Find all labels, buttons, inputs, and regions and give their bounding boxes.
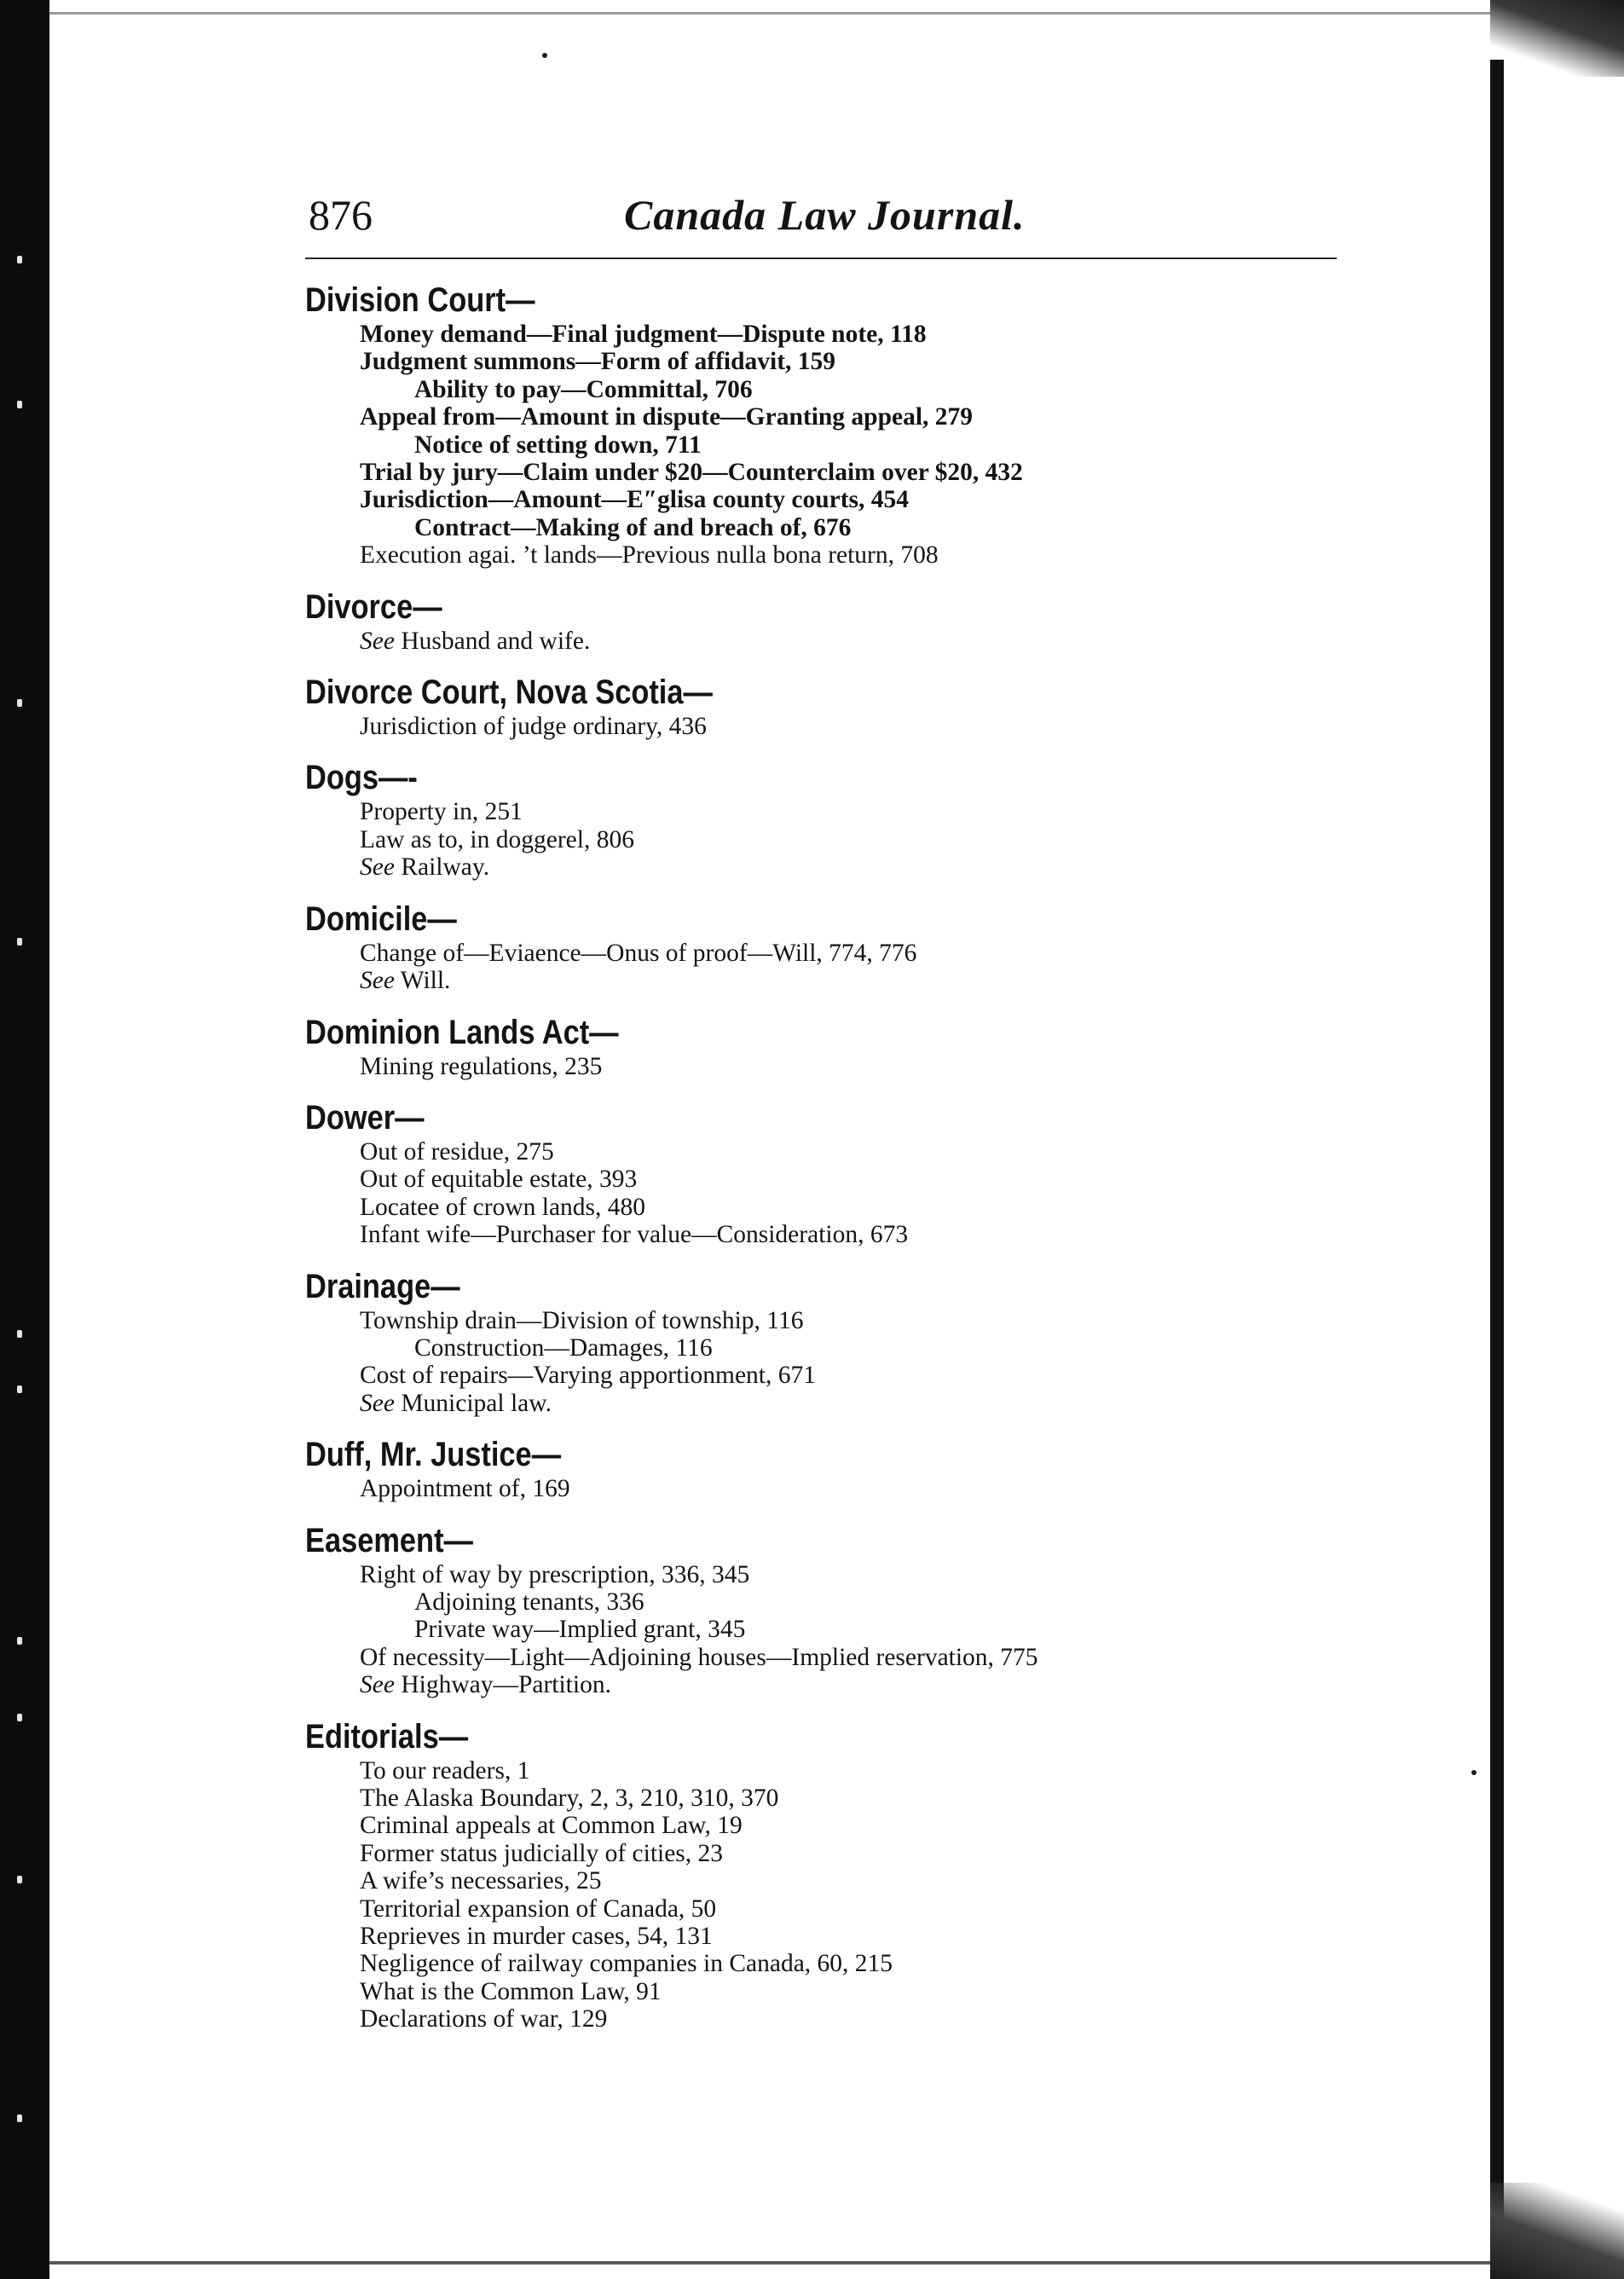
entry-text: Municipal law. <box>401 1389 552 1417</box>
index-entry <box>305 1978 1345 2005</box>
journal-title: Canada Law Journal. <box>624 191 1026 239</box>
entry-text: What is the Common Law, 91 <box>360 1977 662 2005</box>
index-entry <box>305 1362 1345 1389</box>
entry-text: Declarations of war, 129 <box>360 2005 608 2033</box>
index-entry <box>305 348 1345 375</box>
entry-text: The Alaska Boundary, 2, 3, 210, 310, 370 <box>360 1784 779 1812</box>
index-entry <box>305 1307 1345 1334</box>
index-entry <box>305 798 1345 825</box>
page-number: 876 <box>309 191 373 239</box>
index-section <box>305 1436 1345 1502</box>
entry-text: Will. <box>400 967 451 995</box>
see-label: See <box>360 1671 395 1699</box>
see-reference <box>305 967 1345 994</box>
index-entry <box>305 1895 1345 1923</box>
index-section <box>305 1099 1345 1249</box>
index-section <box>305 281 1345 570</box>
index-heading: Easement— <box>305 1521 473 1559</box>
entry-text: Infant wife—Purchaser for value—Consideration, 673 <box>360 1221 909 1249</box>
entry-text: Appeal from—Amount in dispute—Granting appeal, 279 <box>360 403 974 431</box>
entry-text: Construction—Damages, 116 <box>414 1333 713 1362</box>
entry-text: Judgment summons—Form of affidavit, 159 <box>360 348 836 376</box>
entry-text: Highway—Partition. <box>401 1671 611 1699</box>
index-entry <box>305 1221 1345 1248</box>
entry-text: Money demand—Final judgment—Dispute note, 118 <box>360 321 927 348</box>
index-heading: Divorce— <box>305 587 442 626</box>
index-entry <box>305 376 1345 403</box>
page-right-edge <box>1490 0 1624 2279</box>
see-label: See <box>360 967 395 995</box>
index-entry <box>305 1923 1345 1950</box>
index-entry <box>305 1561 1345 1588</box>
index-entry <box>305 1475 1345 1502</box>
entry-text: Out of equitable estate, 393 <box>360 1166 638 1194</box>
entry-text: Former status judicially of cities, 23 <box>360 1839 724 1867</box>
entry-text: Reprieves in murder cases, 54, 131 <box>360 1923 713 1951</box>
index-heading: Editorials— <box>305 1717 469 1756</box>
index-entry <box>305 1194 1345 1221</box>
index-section <box>305 1522 1345 1699</box>
index-heading: Divorce Court, Nova Scotia— <box>305 674 713 712</box>
entry-text: Territorial expansion of Canada, 50 <box>360 1894 717 1923</box>
index-entry <box>305 403 1345 431</box>
entry-text: Of necessity—Light—Adjoining houses—Implied reservation, 775 <box>360 1643 1038 1671</box>
entry-text: Private way—Implied grant, 345 <box>414 1616 746 1644</box>
index-entry <box>305 1616 1345 1643</box>
index-section <box>305 1718 1345 2033</box>
index-heading: Drainage— <box>305 1267 460 1305</box>
entry-text: Locatee of crown lands, 480 <box>360 1193 646 1221</box>
entry-text: To our readers, 1 <box>360 1756 530 1784</box>
entry-text: Cost of repairs—Varying apportionment, 671 <box>360 1362 817 1390</box>
see-label: See <box>360 853 395 882</box>
see-reference <box>305 628 1345 655</box>
index-entry <box>305 514 1345 541</box>
entry-text: Out of residue, 275 <box>360 1137 554 1166</box>
scan-speck <box>542 53 547 58</box>
entry-text: A wife’s necessaries, 25 <box>360 1867 602 1895</box>
entry-text: Township drain—Division of township, 116 <box>360 1306 804 1334</box>
see-reference <box>305 1390 1345 1417</box>
index-entry <box>305 541 1345 569</box>
index-heading: Dogs—- <box>305 759 418 797</box>
see-reference <box>305 853 1345 881</box>
index-entry <box>305 1840 1345 1867</box>
index-heading: Dower— <box>305 1098 425 1137</box>
entry-text: Contract—Making of and breach of, 676 <box>414 513 852 541</box>
entry-text: Criminal appeals at Common Law, 19 <box>360 1812 743 1840</box>
entry-text: Negligence of railway companies in Canada, 60, 215 <box>360 1950 893 1978</box>
index-section <box>305 588 1345 655</box>
entry-text: Railway. <box>401 853 490 882</box>
index-heading: Dominion Lands Act— <box>305 1013 619 1051</box>
index-entry <box>305 1757 1345 1784</box>
see-label: See <box>360 627 395 655</box>
index-entry <box>305 1138 1345 1166</box>
index-section <box>305 1268 1345 1418</box>
entry-text: Adjoining tenants, 336 <box>414 1588 644 1616</box>
entry-text: Right of way by prescription, 336, 345 <box>360 1560 750 1588</box>
see-reference <box>305 1671 1345 1698</box>
index-entry <box>305 486 1345 513</box>
index-section <box>305 674 1345 740</box>
index-entry <box>305 1166 1345 1193</box>
index-entry <box>305 1053 1345 1080</box>
index-section <box>305 1014 1345 1080</box>
index-entry <box>305 1334 1345 1362</box>
index-entry <box>305 713 1345 740</box>
entry-text: Law as to, in doggerel, 806 <box>360 825 634 853</box>
entry-text: Property in, 251 <box>360 798 523 826</box>
index-entry <box>305 1812 1345 1839</box>
entry-text: Change of—Eviaence—Onus of proof—Will, 774, 776 <box>360 939 917 967</box>
index-heading: Division Court— <box>305 281 535 319</box>
entry-text: Execution agai. ’t lands—Previous nulla bona return, 708 <box>360 541 939 570</box>
entry-text: Mining regulations, 235 <box>360 1052 603 1080</box>
see-label: See <box>360 1389 395 1417</box>
index-entry <box>305 940 1345 967</box>
entry-text: Jurisdiction of judge ordinary, 436 <box>360 713 707 741</box>
scan-bottom-edge <box>49 2261 1490 2265</box>
index-entry <box>305 1867 1345 1894</box>
index-section <box>305 900 1345 995</box>
entry-text: Ability to pay—Committal, 706 <box>414 375 753 403</box>
index-entry <box>305 2005 1345 2033</box>
entry-text: Jurisdiction—Amount—E″glisa county courts, 454 <box>360 486 910 514</box>
index-entry <box>305 1784 1345 1812</box>
entry-text: Appointment of, 169 <box>360 1475 570 1503</box>
index-body <box>305 281 1345 2052</box>
index-heading: Domicile— <box>305 899 457 938</box>
index-entry <box>305 431 1345 459</box>
index-section <box>305 759 1345 881</box>
binding-edge <box>0 0 49 2279</box>
entry-text: Husband and wife. <box>401 627 591 655</box>
entry-text: Trial by jury—Claim under $20—Counterclaim over $20, 432 <box>360 459 1023 487</box>
index-entry <box>305 459 1345 486</box>
scan-speck <box>1471 1770 1477 1775</box>
header-rule <box>305 257 1337 259</box>
scan-top-edge <box>49 12 1490 14</box>
entry-text: Notice of setting down, 711 <box>414 431 702 459</box>
running-header <box>309 189 1335 240</box>
index-heading: Duff, Mr. Justice— <box>305 1436 562 1474</box>
index-entry <box>305 321 1345 348</box>
index-entry <box>305 1588 1345 1616</box>
index-entry <box>305 826 1345 853</box>
index-entry <box>305 1950 1345 1977</box>
index-entry <box>305 1644 1345 1671</box>
